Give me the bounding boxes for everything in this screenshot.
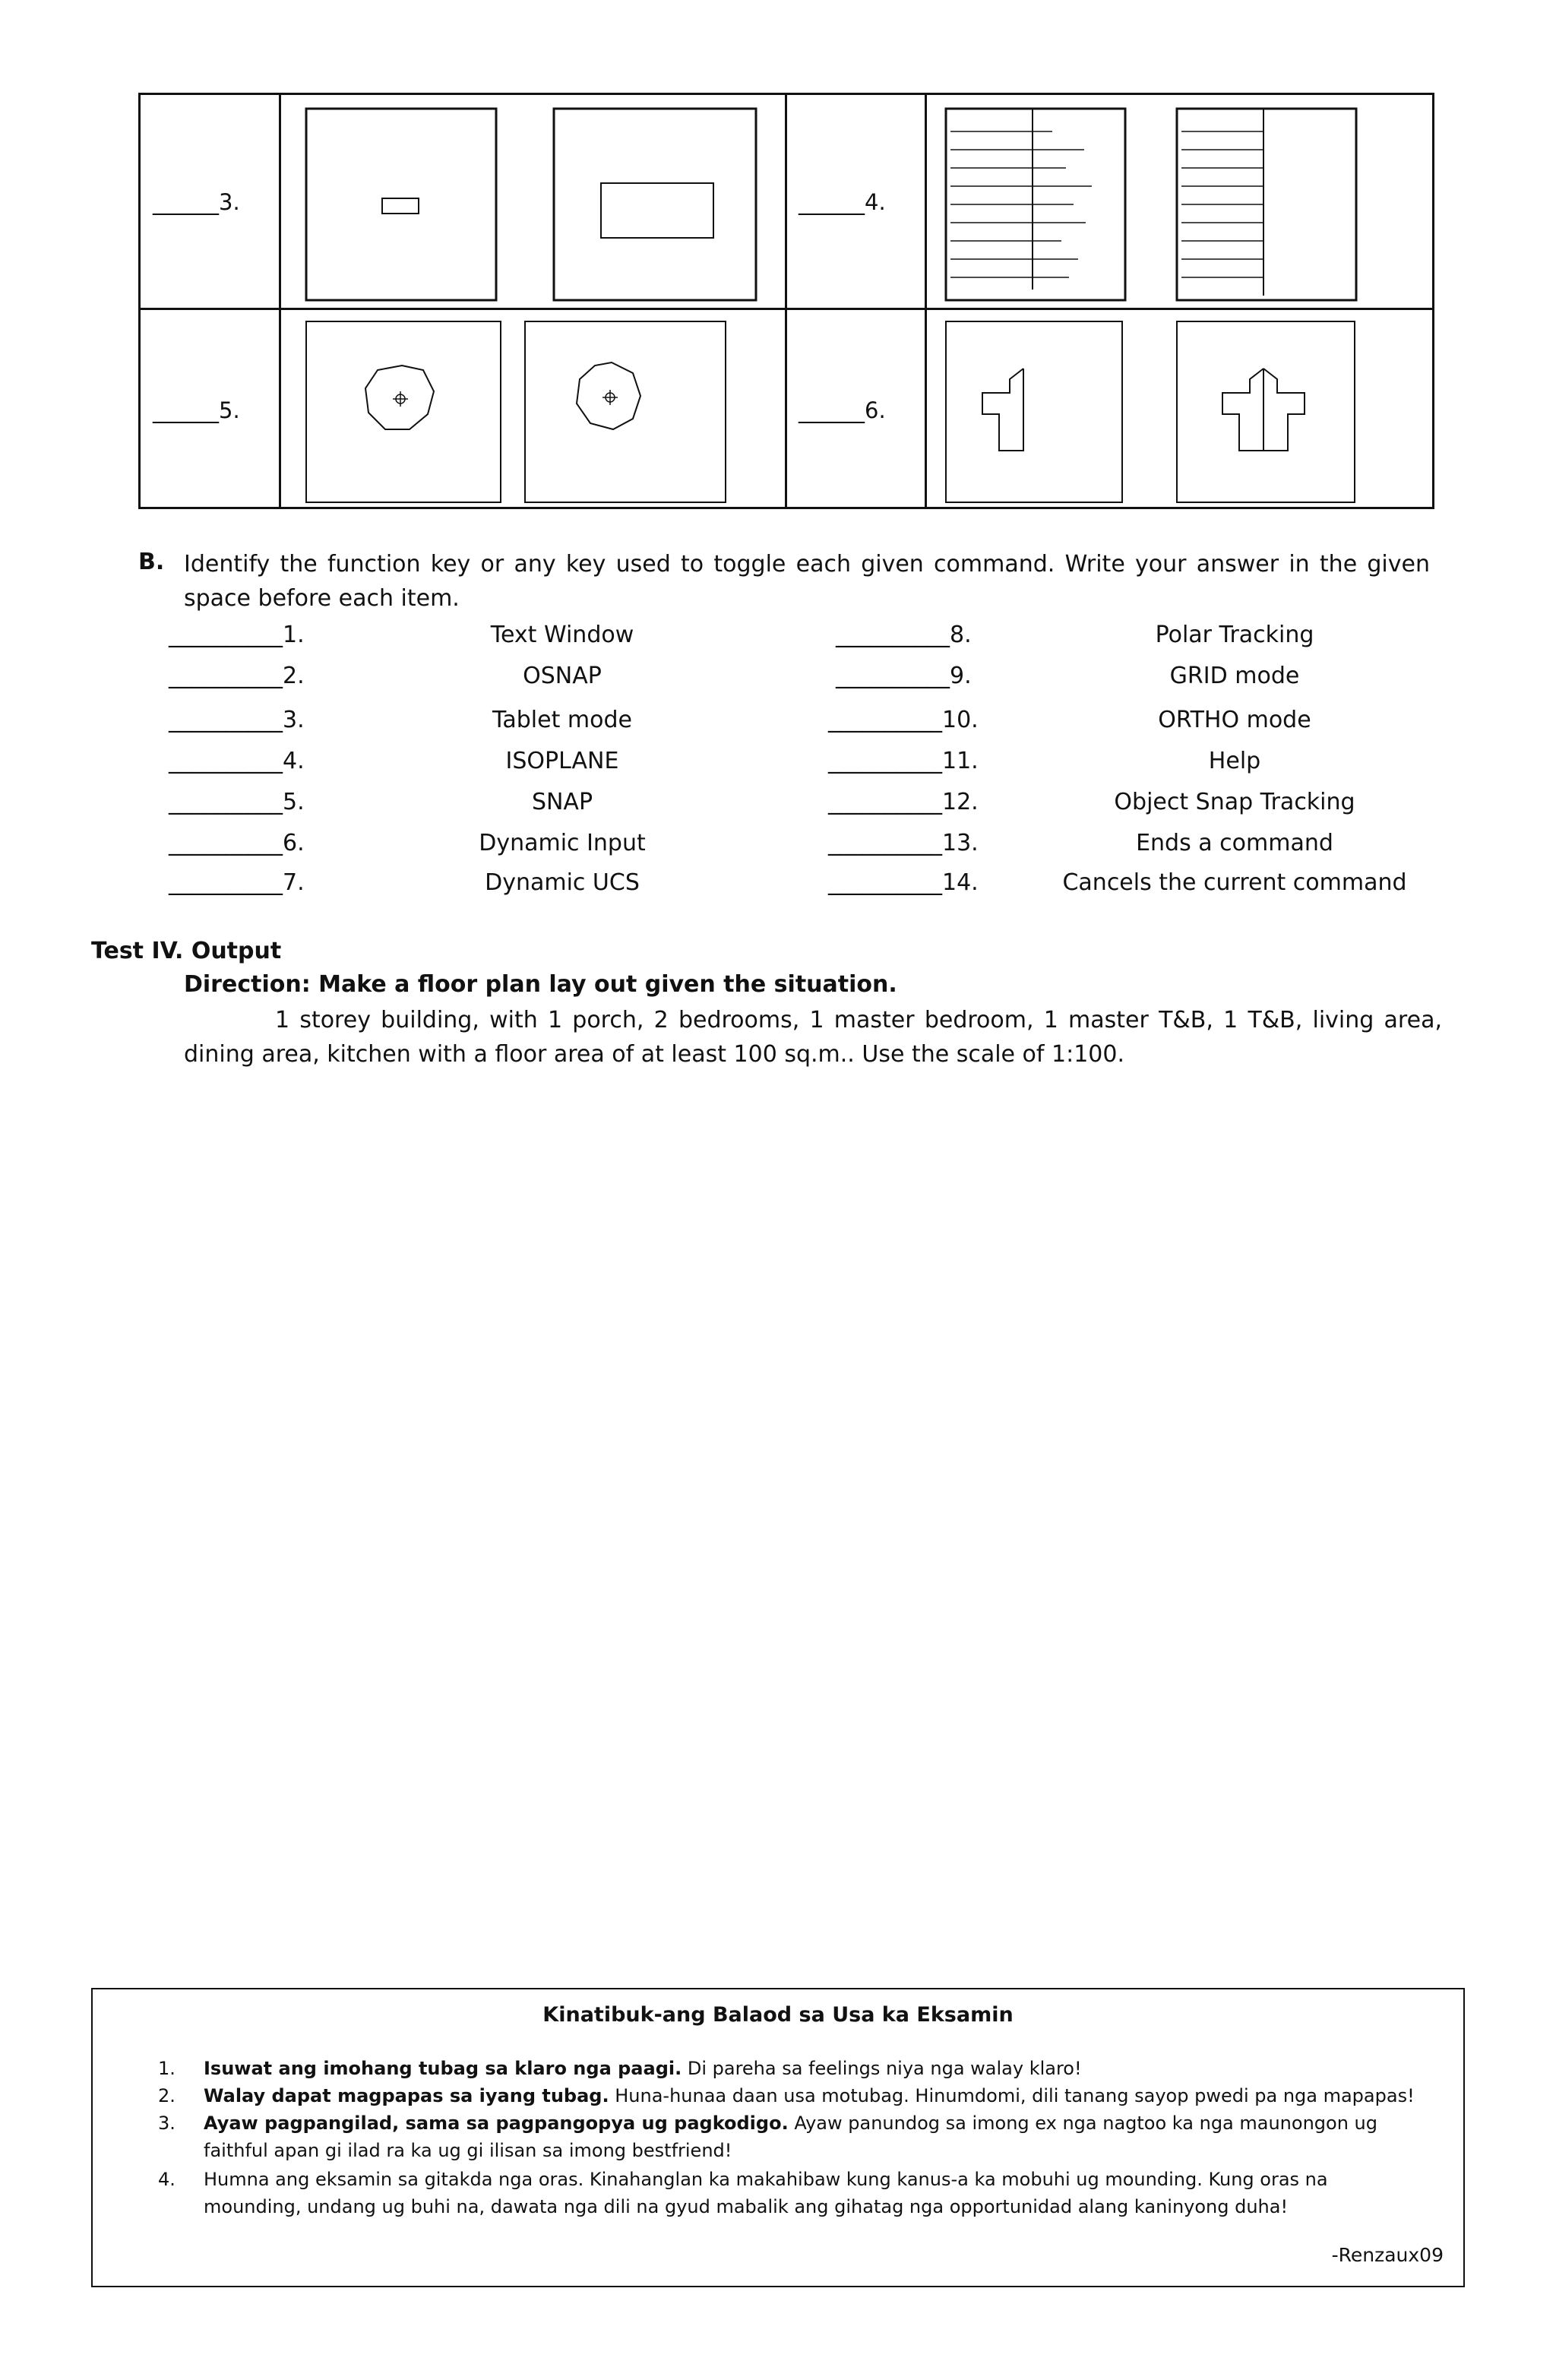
answer-blank: __________14. — [828, 869, 979, 896]
answer-blank: __________8. — [836, 622, 972, 648]
answer-blank: __________3. — [169, 707, 305, 733]
rule-plain-text: Ayaw panundog sa imong ex nga nagtoo ka nga maunongon ug faithful apan gi ilad ra ka ug gi ilisan sa imong bestfriend! — [204, 2113, 1377, 2161]
rule-number: 1. — [158, 2058, 176, 2079]
answer-blank: __________10. — [828, 707, 979, 733]
rotate-frame-before — [306, 321, 501, 502]
rule-bold-text: Walay dapat magpapas sa iyang tubag. — [204, 2085, 609, 2106]
item-4-figures — [940, 104, 1437, 305]
item-4-label: ______4. — [799, 189, 886, 215]
command-text: ORTHO mode — [1158, 707, 1311, 733]
rule-plain-text: Humna ang eksamin sa gitakda nga oras. Kinahanglan ka makahibaw kung kanus-a ka mobuhi ug mounding. Kung oras na mounding, undang ug buhi na, dawata nga dili na gyud mabalik ang gihatag nga opportunidad alang kaninyong duha! — [204, 2169, 1328, 2217]
answer-blank: __________7. — [169, 869, 305, 896]
test-iv-situation: 1 storey building, with 1 porch, 2 bedrooms, 1 master bedroom, 1 master T&B, 1 T&B, living area, dining area, kitchen with a floor area of at least 100 sq.m.. Use the scale of 1:100. — [184, 1007, 1442, 1068]
rule-plain-text: Di pareha sa feelings niya nga walay klaro! — [682, 2058, 1082, 2079]
command-text: Polar Tracking — [1155, 622, 1314, 648]
answer-blank: __________5. — [169, 789, 305, 815]
answer-blank: __________4. — [169, 748, 305, 774]
polygon-before — [365, 366, 434, 429]
rule-bold-text: Isuwat ang imohang tubag sa klaro nga paagi. — [204, 2058, 682, 2079]
command-text: GRID mode — [1169, 663, 1300, 689]
mirror-frame-before — [946, 321, 1122, 502]
rule-number: 3. — [158, 2113, 176, 2134]
answer-blank: __________1. — [169, 622, 305, 648]
command-text: Ends a command — [1136, 830, 1333, 856]
command-text: SNAP — [531, 789, 593, 815]
command-text: ISOPLANE — [505, 748, 619, 774]
rule-number: 4. — [158, 2169, 176, 2190]
table-divider — [925, 95, 927, 507]
mirror-frame-after — [1177, 321, 1355, 502]
item-3-label: ______3. — [153, 189, 240, 215]
large-rectangle — [601, 183, 713, 238]
command-text: Help — [1208, 748, 1261, 774]
shape-original — [1222, 369, 1263, 451]
exam-rules-box — [91, 1988, 1465, 2287]
rules-signature: -Renzaux09 — [1331, 2244, 1444, 2266]
rule-plain-text: Huna-hunaa daan usa motubag. Hinumdomi, dili tanang sayop pwedi pa nga mapapas! — [609, 2085, 1415, 2106]
section-b-instruction: Identify the function key or any key used to toggle each given command. Write your answer in the given space before each item. — [184, 551, 1430, 612]
test-iv-title: Test IV. Output — [91, 938, 282, 964]
rule-text — [204, 2082, 1427, 2109]
rule-text — [204, 2055, 1427, 2082]
test-iv-direction: Direction: Make a floor plan lay out given the situation. — [184, 971, 897, 998]
shape-mirrored — [1263, 369, 1305, 451]
item-6-label: ______6. — [799, 397, 886, 423]
answer-blank: __________13. — [828, 830, 979, 856]
figure-table — [138, 93, 1434, 509]
rule-text — [204, 2166, 1427, 2220]
center-mark-before — [393, 391, 408, 407]
zoom-frame-after — [554, 109, 756, 300]
answer-blank: __________2. — [169, 663, 305, 689]
item-5-label: ______5. — [153, 397, 240, 423]
polygon-after — [577, 362, 640, 429]
item-5-figures — [302, 317, 780, 507]
answer-blank: __________11. — [828, 748, 979, 774]
command-text: OSNAP — [523, 663, 602, 689]
item-6-figures — [940, 317, 1437, 507]
table-divider — [785, 95, 787, 507]
command-text: Dynamic UCS — [485, 869, 640, 896]
rule-bold-text: Ayaw pagpangilad, sama sa pagpangopya ug pagkodigo. — [204, 2113, 789, 2134]
command-text: Tablet mode — [492, 707, 632, 733]
line-set-before — [950, 131, 1092, 277]
command-text: Object Snap Tracking — [1114, 789, 1355, 815]
small-rectangle — [382, 198, 419, 214]
section-b-letter: B. — [138, 549, 165, 575]
center-mark-after — [602, 390, 618, 405]
command-text: Dynamic Input — [479, 830, 646, 856]
rotate-frame-after — [525, 321, 726, 502]
zoom-frame-before — [306, 109, 496, 300]
command-text: Cancels the current command — [1062, 869, 1407, 896]
rule-text — [204, 2109, 1427, 2164]
line-set-after — [1181, 131, 1263, 277]
answer-blank: __________12. — [828, 789, 979, 815]
command-text: Text Window — [490, 622, 634, 648]
rule-number: 2. — [158, 2085, 176, 2106]
table-divider — [141, 308, 1432, 310]
shape-before — [982, 369, 1023, 451]
rules-title: Kinatibuk-ang Balaod sa Usa ka Eksamin — [542, 2003, 1014, 2027]
answer-blank: __________6. — [169, 830, 305, 856]
item-3-figures — [302, 104, 780, 305]
table-divider — [279, 95, 281, 507]
answer-blank: __________9. — [836, 663, 972, 689]
